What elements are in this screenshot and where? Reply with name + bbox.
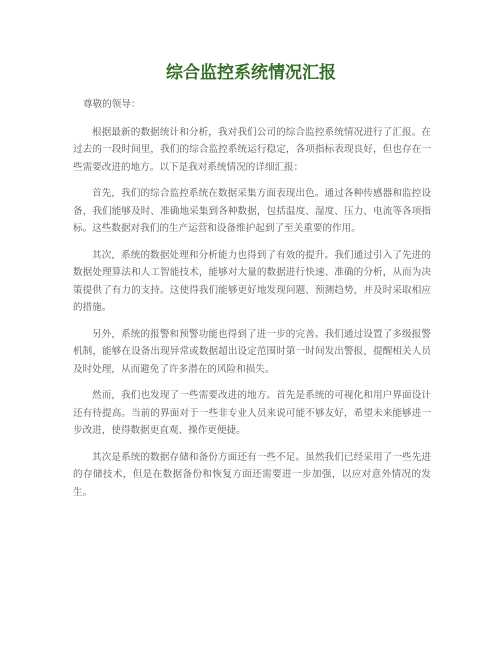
- paragraph-alarm: 另外，系统的报警和预警功能也得到了进一步的完善。我们通过设置了多级报警机制，能够在设备出现异常或数据超出设定范围时第一时间发出警报，提醒相关人员及时处理，从而避免了许多潜在的风险和损失。: [73, 328, 431, 375]
- document-title: 综合监控系统情况汇报: [166, 63, 336, 83]
- document-body: [73, 96, 431, 510]
- paragraph-ui-improvement: 然而，我们也发现了一些需要改进的地方。首先是系统的可视化和用户界面设计还有待提高。当前的界面对于一些非专业人员来说可能不够友好，希望未来能够进一步改进，使得数据更直观、操作更便捷。: [73, 390, 431, 436]
- greeting: 尊敬的领导：: [83, 99, 141, 110]
- paragraph-data-collection: 首先，我们的综合监控系统在数据采集方面表现出色。通过各种传感器和监控设备，我们能够及时、准确地采集到各种数据，包括温度、湿度、压力、电流等各项指标。这些数据对我们的生产运营和设备维护起到了至关重要的作用。: [73, 188, 431, 234]
- paragraph-intro: 根据最新的数据统计和分析，我对我们公司的综合监控系统情况进行了汇报。在过去的一段时间里，我们的综合监控系统运行稳定，各项指标表现良好，但也存在一些需要改进的地方。以下是我对系统情况的详细汇报：: [73, 126, 431, 173]
- paragraph-data-analysis: 其次，系统的数据处理和分析能力也得到了有效的提升。我们通过引入了先进的数据处理算法和人工智能技术，能够对大量的数据进行快速、准确的分析，从而为决策提供了有力的支持。这使得我们能够更好地发现问题、预测趋势，并及时采取相应的措施。: [73, 249, 431, 313]
- paragraph-storage: 其次是系统的数据存储和备份方面还有一些不足。虽然我们已经采用了一些先进的存储技术，但是在数据备份和恢复方面还需要进一步加强，以应对意外情况的发生。: [73, 451, 431, 498]
